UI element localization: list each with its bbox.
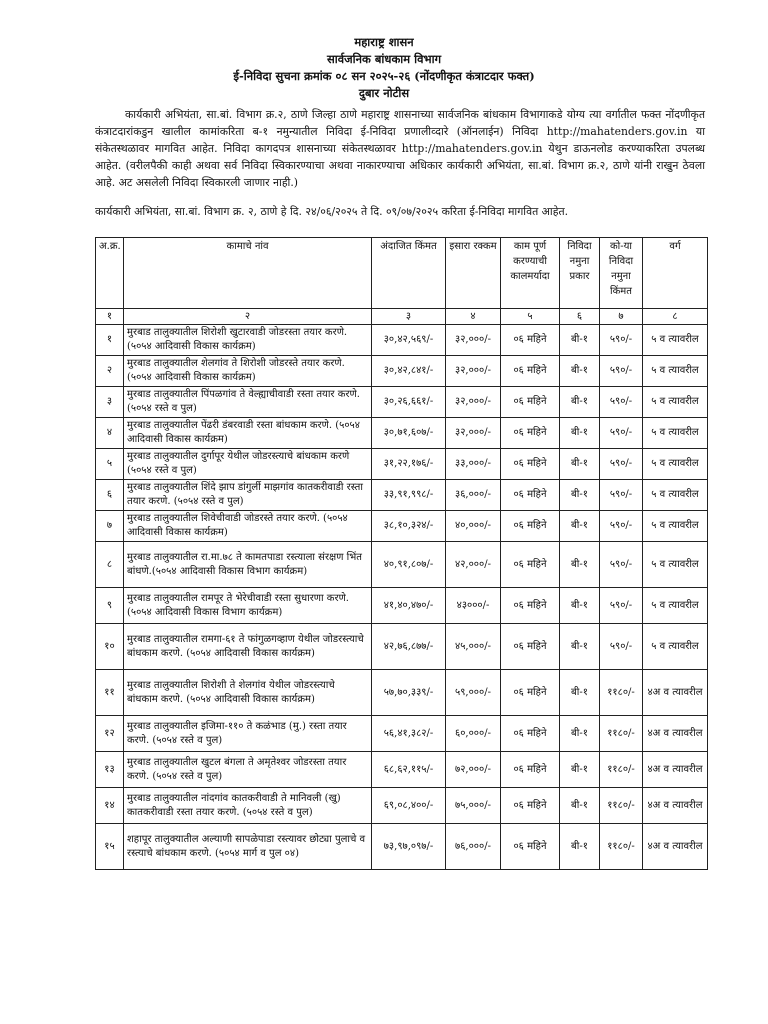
work-name-cell: मुरबाड तालुक्यातील रा.मा.७८ ते कामतपाडा रस्त्याला संरक्षण भिंत बांधणे.(५०५४ आदिवासी विकास विभाग कार्यक्रम) (124, 542, 372, 588)
table-row (96, 449, 708, 480)
sr-cell: ११ (96, 670, 124, 716)
table-row (96, 788, 708, 824)
form-cost-cell: ११८०/- (600, 824, 643, 870)
work-name-cell: मुरबाड तालुक्यातील शिरोशी खुटारवाडी जोडरस्ता तयार करणे. (५०५४ आदिवासी विकास कार्यक्रम) (124, 325, 372, 356)
table-row (96, 588, 708, 624)
estimated-cost-cell: ३०,७१,६०७/- (372, 418, 446, 449)
header-department: सार्वजनिक बांधकाम विभाग (326, 52, 442, 66)
tender-type-cell: बी-१ (560, 449, 600, 480)
estimated-cost-cell: ३०,२६,६६१/- (372, 387, 446, 418)
estimated-cost-cell: ४२,७६,८७७/- (372, 624, 446, 670)
class-cell: ५ व त्यावरील (643, 325, 708, 356)
class-cell: ४अ व त्यावरील (643, 752, 708, 788)
table-row (96, 752, 708, 788)
completion-period-cell: ०६ महिने (501, 480, 560, 511)
header-form-cost: को-या निविदा नमुना किंमत (600, 238, 643, 309)
sr-cell: १४ (96, 788, 124, 824)
form-cost-cell: ५९०/- (600, 418, 643, 449)
class-cell: ४अ व त्यावरील (643, 716, 708, 752)
sr-cell: २ (96, 356, 124, 387)
class-cell: ४अ व त्यावरील (643, 788, 708, 824)
completion-period-cell: ०६ महिने (501, 387, 560, 418)
emd-cell: ३२,०००/- (446, 325, 501, 356)
tender-type-cell: बी-१ (560, 387, 600, 418)
work-name-cell: मुरबाड तालुक्यातील नांदगांव कातकरीवाडी ते मानिवली (खु) कातकरीवाडी रस्ता तयार करणे. (५०५४ रस्ते व पुल) (124, 788, 372, 824)
estimated-cost-cell: ५६,४१,३८२/- (372, 716, 446, 752)
sr-cell: ८ (96, 542, 124, 588)
emd-cell: ४२,०००/- (446, 542, 501, 588)
emd-cell: ७६,०००/- (446, 824, 501, 870)
work-name-cell: मुरबाड तालुक्यातील शिंदे झाप डांगुर्ली माझगांव कातकरीवाडी रस्ता तयार करणे. (५०५४ रस्ते व पुल) (124, 480, 372, 511)
completion-period-cell: ०६ महिने (501, 670, 560, 716)
completion-period-cell: ०६ महिने (501, 588, 560, 624)
emd-cell: ५९,०००/- (446, 670, 501, 716)
form-cost-cell: ५९०/- (600, 624, 643, 670)
header-class: वर्ग (643, 238, 708, 309)
estimated-cost-cell: ५७,७०,३३९/- (372, 670, 446, 716)
tender-type-cell: बी-१ (560, 624, 600, 670)
estimated-cost-cell: ३१,२२,१७६/- (372, 449, 446, 480)
form-cost-cell: ११८०/- (600, 788, 643, 824)
sr-cell: ६ (96, 480, 124, 511)
header-government: महाराष्ट्र शासन (354, 35, 414, 49)
estimated-cost-cell: ३८,१०,३२४/- (372, 511, 446, 542)
emd-cell: ४५,०००/- (446, 624, 501, 670)
emd-cell: ३३,०००/- (446, 449, 501, 480)
estimated-cost-cell: ४१,४०,४७०/- (372, 588, 446, 624)
class-cell: ५ व त्यावरील (643, 356, 708, 387)
table-row (96, 325, 708, 356)
completion-period-cell: ०६ महिने (501, 418, 560, 449)
class-cell: ५ व त्यावरील (643, 588, 708, 624)
col-number: ३ (372, 309, 446, 325)
work-name-cell: मुरबाड तालुक्यातील पिंपळगांव ते वेल्ह्याचीवाडी रस्ता तयार करणे. (५०५४ रस्ते व पुल) (124, 387, 372, 418)
table-row (96, 542, 708, 588)
header-emd: इसारा रक्कम (446, 238, 501, 309)
header-work-name: कामाचे नांव (124, 238, 372, 309)
class-cell: ५ व त्यावरील (643, 624, 708, 670)
notice-header (0, 34, 768, 102)
work-name-cell: मुरबाड तालुक्यातील शिरोशी ते शेलगांव येथील जोडरस्त्याचे बांधकाम करणे. (५०५४ आदिवासी विकास कार्यक्रम) (124, 670, 372, 716)
class-cell: ५ व त्यावरील (643, 511, 708, 542)
emd-cell: ३६,०००/- (446, 480, 501, 511)
sr-cell: १० (96, 624, 124, 670)
estimated-cost-cell: ७३,९७,०९७/- (372, 824, 446, 870)
work-name-cell: शहापूर तालुक्यातील अल्याणी सापळेपाडा रस्त्यावर छोट्या पुलाचे व रस्त्याचे बांधकाम करणे. (५०५४ मार्ग व पुल ०४) (124, 824, 372, 870)
tender-type-cell: बी-१ (560, 716, 600, 752)
emd-cell: ४३०००/- (446, 588, 501, 624)
tender-type-cell: बी-१ (560, 418, 600, 449)
sr-cell: १५ (96, 824, 124, 870)
estimated-cost-cell: ३०,४२,८४१/- (372, 356, 446, 387)
tender-period-paragraph: कार्यकारी अभियंता, सा.बां. विभाग क्र. २, ठाणे हे दि. २४/०६/२०२५ ते दि. ०९/०७/२०२५ करिता ई-निविदा मागवित आहेत. (95, 205, 569, 218)
header-notice-number: ई-निविदा सुचना क्रमांक ०८ सन २०२५-२६ (नोंदणीकृत कंत्राटदार फक्त) (233, 69, 535, 83)
sr-cell: ४ (96, 418, 124, 449)
work-name-cell: मुरबाड तालुक्यातील दुर्गापूर येथील जोडरस्त्याचे बांधकाम करणे (५०५४ रस्ते व पुल) (124, 449, 372, 480)
header-completion-period: काम पूर्ण करण्याची कालमर्यादा (501, 238, 560, 309)
header-repeat-notice: दुबार नोटीस (358, 86, 410, 100)
col-number: ४ (446, 309, 501, 325)
form-cost-cell: ५९०/- (600, 542, 643, 588)
header-estimated-cost: अंदाजित किंमत (372, 238, 446, 309)
table-row (96, 511, 708, 542)
form-cost-cell: ११८०/- (600, 716, 643, 752)
col-number: ५ (501, 309, 560, 325)
col-number: ८ (643, 309, 708, 325)
completion-period-cell: ०६ महिने (501, 624, 560, 670)
emd-cell: ४०,०००/- (446, 511, 501, 542)
table-row (96, 480, 708, 511)
work-name-cell: मुरबाड तालुक्यातील खुटल बंगला ते अमृतेश्वर जोडरस्ता तयार करणे. (५०५४ रस्ते व पुल) (124, 752, 372, 788)
work-name-cell: मुरबाड तालुक्यातील शिवेचीवाडी जोडरस्ते तयार करणे. (५०५४ आदिवासी विकास कार्यक्रम) (124, 511, 372, 542)
completion-period-cell: ०६ महिने (501, 449, 560, 480)
emd-cell: ३२,०००/- (446, 387, 501, 418)
class-cell: ४अ व त्यावरील (643, 670, 708, 716)
emd-cell: ३२,०००/- (446, 418, 501, 449)
form-cost-cell: ५९०/- (600, 511, 643, 542)
col-number: ७ (600, 309, 643, 325)
tender-type-cell: बी-१ (560, 588, 600, 624)
table-header-row (96, 238, 708, 309)
completion-period-cell: ०६ महिने (501, 325, 560, 356)
sr-cell: १ (96, 325, 124, 356)
sr-cell: ७ (96, 511, 124, 542)
form-cost-cell: ११८०/- (600, 670, 643, 716)
tender-type-cell: बी-१ (560, 356, 600, 387)
tender-table (95, 237, 708, 870)
table-row (96, 418, 708, 449)
intro-paragraph: कार्यकारी अभियंता, सा.बां. विभाग क्र.२, ठाणे जिल्हा ठाणे महाराष्ट्र शासनाच्या सार्वजनिक बांधकाम विभागाकडे योग्य त्या वर्गातील फक्त नोंदणीकृत कंत्राटदारांकडुन खालील कामांकरिता ब-१ नमुन्यातील निविदा ई-निविदा प्रणालीव्दारे (ऑनलाईन) निविदा http://mahatenders.gov.in या संकेतस्थळावर मागवित आहेत. निविदा कागदपत्र शासनाच्या संकेतस्थळावर http://mahatenders.gov.in येथुन डाऊनलोड करण्याकरिता उपलब्ध आहेत. (वरीलपैकी काही अथवा सर्व निविदा स्विकारण्याचा अथवा नाकारण्याचा अधिकार कार्यकारी अभियंता, सा.बां. विभाग क्र.२, ठाणे यांनी राखुन ठेवला आहे. अट असलेली निविदा स्विकारली जाणार नाही.) (95, 108, 705, 189)
work-name-cell: मुरबाड तालुक्यातील रामपूर ते भेरेचीवाडी रस्ता सुधारणा करणे. (५०५४ आदिवासी विकास विभाग कार्यक्रम) (124, 588, 372, 624)
col-number: २ (124, 309, 372, 325)
completion-period-cell: ०६ महिने (501, 752, 560, 788)
form-cost-cell: ५९०/- (600, 480, 643, 511)
estimated-cost-cell: ३३,९१,९९८/- (372, 480, 446, 511)
work-name-cell: मुरबाड तालुक्यातील शेलगांव ते शिरोशी जोडरस्ते तयार करणे. (५०५४ आदिवासी विकास कार्यक्रम) (124, 356, 372, 387)
estimated-cost-cell: ६९,०८,४००/- (372, 788, 446, 824)
form-cost-cell: ५९०/- (600, 588, 643, 624)
emd-cell: ७२,०००/- (446, 752, 501, 788)
completion-period-cell: ०६ महिने (501, 356, 560, 387)
table-row (96, 387, 708, 418)
table-row (96, 716, 708, 752)
class-cell: ५ व त्यावरील (643, 480, 708, 511)
estimated-cost-cell: ४०,९१,८०७/- (372, 542, 446, 588)
header-tender-type: निविदा नमुना प्रकार (560, 238, 600, 309)
form-cost-cell: ५९०/- (600, 356, 643, 387)
form-cost-cell: ११८०/- (600, 752, 643, 788)
table-row (96, 624, 708, 670)
emd-cell: ३२,०००/- (446, 356, 501, 387)
sr-cell: ९ (96, 588, 124, 624)
header-sr-no: अ.क्र. (96, 238, 124, 309)
table-row (96, 824, 708, 870)
class-cell: ५ व त्यावरील (643, 542, 708, 588)
sr-cell: १२ (96, 716, 124, 752)
form-cost-cell: ५९०/- (600, 449, 643, 480)
col-number: ६ (560, 309, 600, 325)
completion-period-cell: ०६ महिने (501, 824, 560, 870)
estimated-cost-cell: ३०,४२,५६९/- (372, 325, 446, 356)
class-cell: ४अ व त्यावरील (643, 824, 708, 870)
completion-period-cell: ०६ महिने (501, 716, 560, 752)
col-number: १ (96, 309, 124, 325)
sr-cell: १३ (96, 752, 124, 788)
sr-cell: ३ (96, 387, 124, 418)
tender-type-cell: बी-१ (560, 325, 600, 356)
table-row (96, 356, 708, 387)
completion-period-cell: ०६ महिने (501, 788, 560, 824)
tender-type-cell: बी-१ (560, 752, 600, 788)
tender-type-cell: बी-१ (560, 670, 600, 716)
form-cost-cell: ५९०/- (600, 387, 643, 418)
emd-cell: ७५,०००/- (446, 788, 501, 824)
tender-type-cell: बी-१ (560, 480, 600, 511)
work-name-cell: मुरबाड तालुक्यातील रामगा-६१ ते फांगुळगव्हाण येथील जोडरस्त्याचे बांधकाम करणे. (५०५४ आदिवासी विकास कार्यक्रम) (124, 624, 372, 670)
tender-type-cell: बी-१ (560, 788, 600, 824)
tender-type-cell: बी-१ (560, 511, 600, 542)
class-cell: ५ व त्यावरील (643, 387, 708, 418)
column-number-row (96, 309, 708, 325)
completion-period-cell: ०६ महिने (501, 511, 560, 542)
completion-period-cell: ०६ महिने (501, 542, 560, 588)
tender-type-cell: बी-१ (560, 824, 600, 870)
class-cell: ५ व त्यावरील (643, 418, 708, 449)
tender-table-body (96, 325, 708, 870)
emd-cell: ६०,०००/- (446, 716, 501, 752)
sr-cell: ५ (96, 449, 124, 480)
form-cost-cell: ५९०/- (600, 325, 643, 356)
estimated-cost-cell: ६८,६२,११५/- (372, 752, 446, 788)
class-cell: ५ व त्यावरील (643, 449, 708, 480)
tender-type-cell: बी-१ (560, 542, 600, 588)
work-name-cell: मुरबाड तालुक्यातील पेंढरी डंबरवाडी रस्ता बांधकाम करणे. (५०५४ आदिवासी विकास कार्यक्रम) (124, 418, 372, 449)
work-name-cell: मुरबाड तालुक्यातील इजिमा-११० ते कळंभाड (मु.) रस्ता तयार करणे. (५०५४ रस्ते व पुल) (124, 716, 372, 752)
table-row (96, 670, 708, 716)
